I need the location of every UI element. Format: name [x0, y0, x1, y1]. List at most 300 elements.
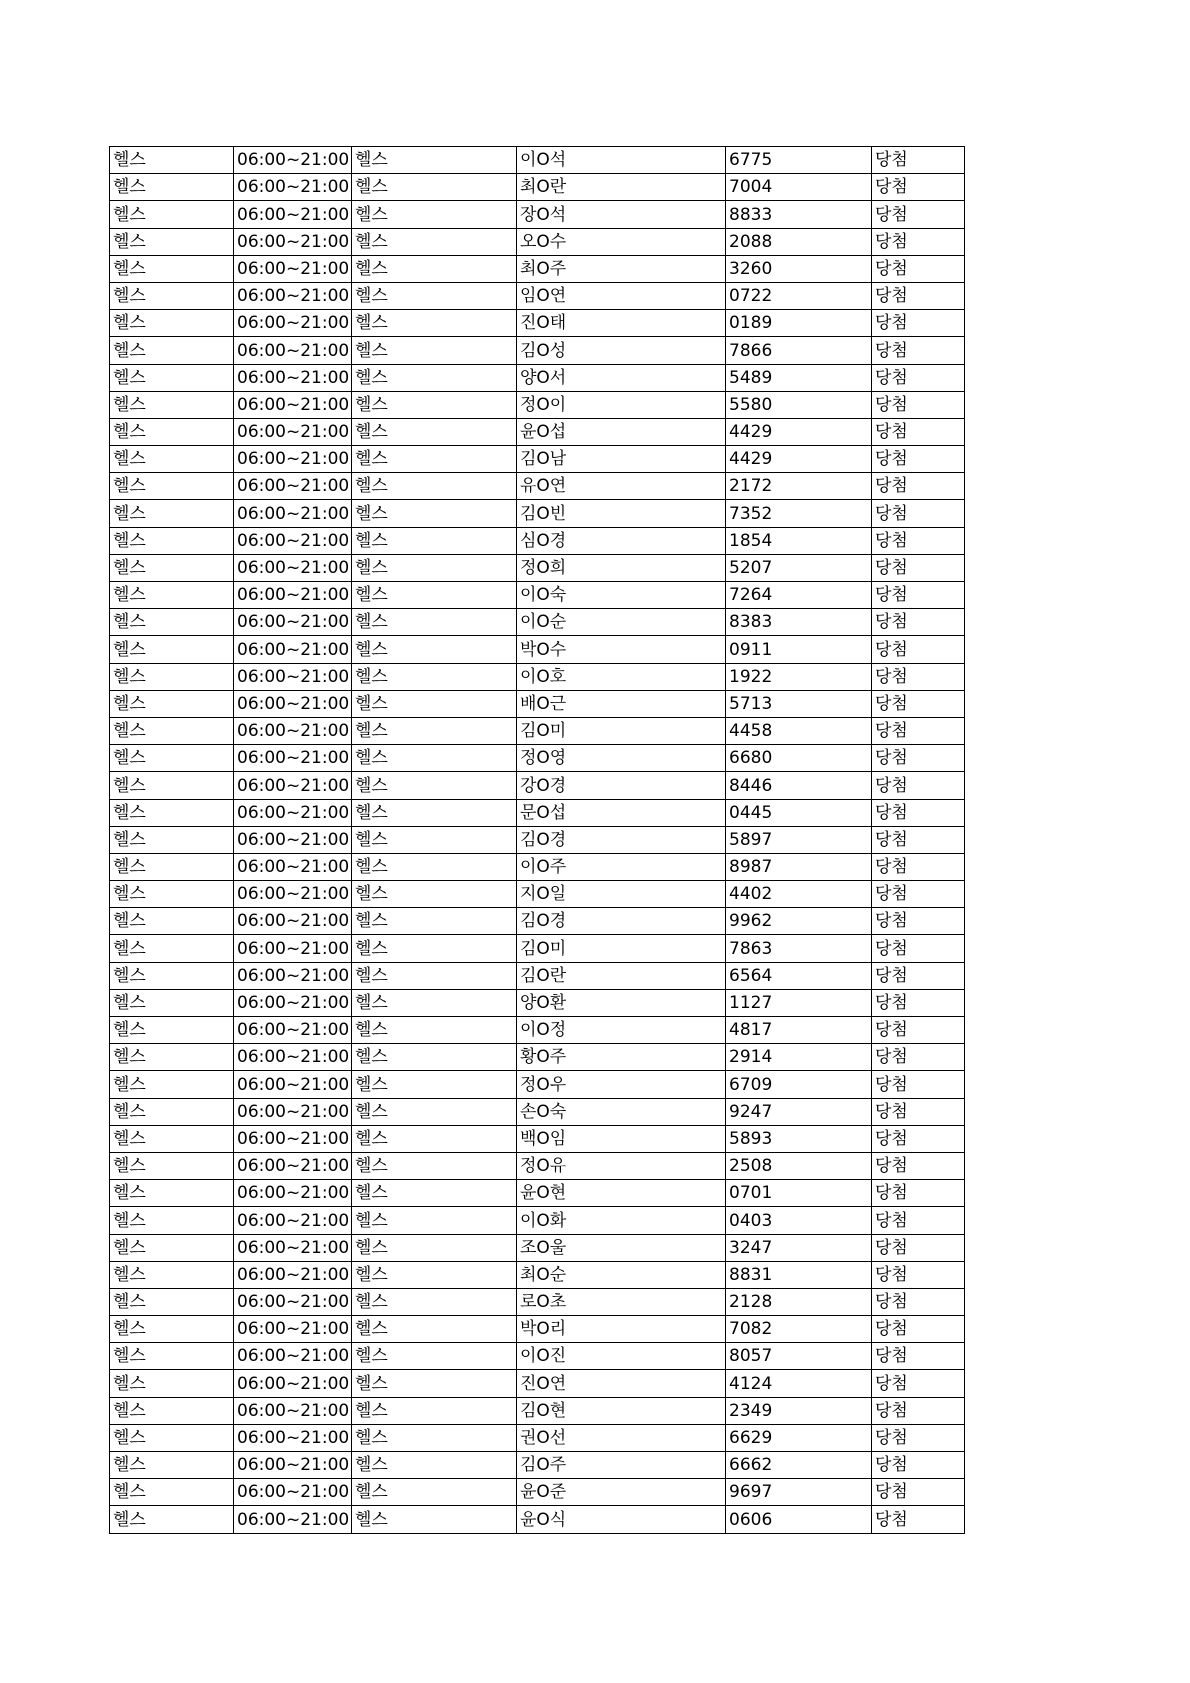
result-cell: 당첨 — [872, 1343, 965, 1370]
time-cell: 06:00~21:00 — [234, 1316, 352, 1343]
category-cell: 헬스 — [352, 391, 517, 418]
name-cell: 이O주 — [517, 853, 726, 880]
table-row — [110, 391, 965, 418]
name-cell: 심O경 — [517, 527, 726, 554]
result-cell: 당첨 — [872, 418, 965, 445]
time-cell: 06:00~21:00 — [234, 663, 352, 690]
table-row — [110, 826, 965, 853]
result-cell: 당첨 — [872, 609, 965, 636]
category-cell: 헬스 — [352, 826, 517, 853]
name-cell: 이O진 — [517, 1343, 726, 1370]
time-cell: 06:00~21:00 — [234, 527, 352, 554]
result-cell: 당첨 — [872, 717, 965, 744]
program-cell: 헬스 — [110, 337, 234, 364]
time-cell: 06:00~21:00 — [234, 1343, 352, 1370]
result-cell: 당첨 — [872, 337, 965, 364]
phone-last4-cell: 5207 — [726, 554, 872, 581]
name-cell: 백O임 — [517, 1125, 726, 1152]
name-cell: 윤O현 — [517, 1180, 726, 1207]
result-cell: 당첨 — [872, 908, 965, 935]
category-cell: 헬스 — [352, 282, 517, 309]
name-cell: 양O서 — [517, 364, 726, 391]
program-cell: 헬스 — [110, 908, 234, 935]
category-cell: 헬스 — [352, 364, 517, 391]
result-cell: 당첨 — [872, 1180, 965, 1207]
table-row — [110, 853, 965, 880]
table-row — [110, 989, 965, 1016]
name-cell: 윤O섭 — [517, 418, 726, 445]
category-cell: 헬스 — [352, 1370, 517, 1397]
name-cell: 김O성 — [517, 337, 726, 364]
name-cell: 정O우 — [517, 1071, 726, 1098]
name-cell: 로O초 — [517, 1288, 726, 1315]
time-cell: 06:00~21:00 — [234, 147, 352, 174]
result-cell: 당첨 — [872, 582, 965, 609]
category-cell: 헬스 — [352, 337, 517, 364]
phone-last4-cell: 2088 — [726, 228, 872, 255]
table-row — [110, 473, 965, 500]
result-cell: 당첨 — [872, 1125, 965, 1152]
category-cell: 헬스 — [352, 1234, 517, 1261]
name-cell: 유O연 — [517, 473, 726, 500]
category-cell: 헬스 — [352, 473, 517, 500]
name-cell: 김O경 — [517, 826, 726, 853]
name-cell: 윤O준 — [517, 1479, 726, 1506]
table-body — [110, 147, 965, 1534]
program-cell: 헬스 — [110, 418, 234, 445]
phone-last4-cell: 2508 — [726, 1152, 872, 1179]
time-cell: 06:00~21:00 — [234, 1180, 352, 1207]
table-row — [110, 310, 965, 337]
time-cell: 06:00~21:00 — [234, 826, 352, 853]
name-cell: 정O유 — [517, 1152, 726, 1179]
phone-last4-cell: 5489 — [726, 364, 872, 391]
time-cell: 06:00~21:00 — [234, 1234, 352, 1261]
time-cell: 06:00~21:00 — [234, 1207, 352, 1234]
time-cell: 06:00~21:00 — [234, 717, 352, 744]
result-cell: 당첨 — [872, 690, 965, 717]
program-cell: 헬스 — [110, 1261, 234, 1288]
result-cell: 당첨 — [872, 500, 965, 527]
program-cell: 헬스 — [110, 853, 234, 880]
result-cell: 당첨 — [872, 636, 965, 663]
time-cell: 06:00~21:00 — [234, 1071, 352, 1098]
phone-last4-cell: 5580 — [726, 391, 872, 418]
program-cell: 헬스 — [110, 799, 234, 826]
program-cell: 헬스 — [110, 1071, 234, 1098]
phone-last4-cell: 6564 — [726, 962, 872, 989]
phone-last4-cell: 8987 — [726, 853, 872, 880]
category-cell: 헬스 — [352, 745, 517, 772]
name-cell: 김O미 — [517, 717, 726, 744]
result-cell: 당첨 — [872, 1397, 965, 1424]
category-cell: 헬스 — [352, 1098, 517, 1125]
program-cell: 헬스 — [110, 473, 234, 500]
name-cell: 김O주 — [517, 1452, 726, 1479]
time-cell: 06:00~21:00 — [234, 1125, 352, 1152]
table-row — [110, 1152, 965, 1179]
category-cell: 헬스 — [352, 636, 517, 663]
phone-last4-cell: 7863 — [726, 935, 872, 962]
program-cell: 헬스 — [110, 1316, 234, 1343]
time-cell: 06:00~21:00 — [234, 337, 352, 364]
category-cell: 헬스 — [352, 717, 517, 744]
category-cell: 헬스 — [352, 1207, 517, 1234]
result-cell: 당첨 — [872, 364, 965, 391]
time-cell: 06:00~21:00 — [234, 446, 352, 473]
program-cell: 헬스 — [110, 527, 234, 554]
table-row — [110, 1098, 965, 1125]
name-cell: 장O석 — [517, 201, 726, 228]
category-cell: 헬스 — [352, 663, 517, 690]
table-row — [110, 228, 965, 255]
phone-last4-cell: 4429 — [726, 418, 872, 445]
category-cell: 헬스 — [352, 1071, 517, 1098]
time-cell: 06:00~21:00 — [234, 1261, 352, 1288]
phone-last4-cell: 8057 — [726, 1343, 872, 1370]
result-cell: 당첨 — [872, 1288, 965, 1315]
program-cell: 헬스 — [110, 1207, 234, 1234]
name-cell: 정O희 — [517, 554, 726, 581]
table-row — [110, 201, 965, 228]
phone-last4-cell: 9962 — [726, 908, 872, 935]
program-cell: 헬스 — [110, 609, 234, 636]
table-row — [110, 1288, 965, 1315]
result-cell: 당첨 — [872, 1044, 965, 1071]
phone-last4-cell: 3247 — [726, 1234, 872, 1261]
result-cell: 당첨 — [872, 799, 965, 826]
name-cell: 이O석 — [517, 147, 726, 174]
table-row — [110, 1071, 965, 1098]
name-cell: 이O화 — [517, 1207, 726, 1234]
table-row — [110, 500, 965, 527]
result-cell: 당첨 — [872, 473, 965, 500]
table-row — [110, 1316, 965, 1343]
time-cell: 06:00~21:00 — [234, 1424, 352, 1451]
result-cell: 당첨 — [872, 174, 965, 201]
time-cell: 06:00~21:00 — [234, 418, 352, 445]
table-row — [110, 1506, 965, 1533]
program-cell: 헬스 — [110, 1098, 234, 1125]
time-cell: 06:00~21:00 — [234, 391, 352, 418]
name-cell: 김O현 — [517, 1397, 726, 1424]
result-cell: 당첨 — [872, 1152, 965, 1179]
result-cell: 당첨 — [872, 989, 965, 1016]
program-cell: 헬스 — [110, 989, 234, 1016]
category-cell: 헬스 — [352, 935, 517, 962]
name-cell: 김O남 — [517, 446, 726, 473]
phone-last4-cell: 0403 — [726, 1207, 872, 1234]
name-cell: 오O수 — [517, 228, 726, 255]
phone-last4-cell: 7352 — [726, 500, 872, 527]
table-row — [110, 1261, 965, 1288]
name-cell: 정O영 — [517, 745, 726, 772]
name-cell: 이O숙 — [517, 582, 726, 609]
category-cell: 헬스 — [352, 881, 517, 908]
program-cell: 헬스 — [110, 745, 234, 772]
category-cell: 헬스 — [352, 1125, 517, 1152]
program-cell: 헬스 — [110, 826, 234, 853]
program-cell: 헬스 — [110, 935, 234, 962]
phone-last4-cell: 6775 — [726, 147, 872, 174]
name-cell: 강O경 — [517, 772, 726, 799]
table-row — [110, 1370, 965, 1397]
category-cell: 헬스 — [352, 1397, 517, 1424]
program-cell: 헬스 — [110, 228, 234, 255]
category-cell: 헬스 — [352, 1017, 517, 1044]
category-cell: 헬스 — [352, 609, 517, 636]
time-cell: 06:00~21:00 — [234, 282, 352, 309]
program-cell: 헬스 — [110, 1452, 234, 1479]
result-cell: 당첨 — [872, 255, 965, 282]
phone-last4-cell: 6680 — [726, 745, 872, 772]
result-cell: 당첨 — [872, 1424, 965, 1451]
name-cell: 김O빈 — [517, 500, 726, 527]
time-cell: 06:00~21:00 — [234, 1017, 352, 1044]
program-cell: 헬스 — [110, 1506, 234, 1533]
table-row — [110, 1397, 965, 1424]
time-cell: 06:00~21:00 — [234, 500, 352, 527]
table-row — [110, 745, 965, 772]
program-cell: 헬스 — [110, 391, 234, 418]
lottery-results-table — [109, 146, 965, 1534]
result-cell: 당첨 — [872, 772, 965, 799]
name-cell: 정O이 — [517, 391, 726, 418]
program-cell: 헬스 — [110, 1125, 234, 1152]
time-cell: 06:00~21:00 — [234, 1044, 352, 1071]
result-cell: 당첨 — [872, 962, 965, 989]
time-cell: 06:00~21:00 — [234, 1152, 352, 1179]
result-cell: 당첨 — [872, 1071, 965, 1098]
table-row — [110, 908, 965, 935]
phone-last4-cell: 8383 — [726, 609, 872, 636]
table-row — [110, 282, 965, 309]
table-row — [110, 1207, 965, 1234]
result-cell: 당첨 — [872, 1234, 965, 1261]
category-cell: 헬스 — [352, 962, 517, 989]
category-cell: 헬스 — [352, 446, 517, 473]
category-cell: 헬스 — [352, 1506, 517, 1533]
name-cell: 황O주 — [517, 1044, 726, 1071]
time-cell: 06:00~21:00 — [234, 881, 352, 908]
category-cell: 헬스 — [352, 554, 517, 581]
table-row — [110, 1343, 965, 1370]
table-row — [110, 799, 965, 826]
phone-last4-cell: 5713 — [726, 690, 872, 717]
time-cell: 06:00~21:00 — [234, 1479, 352, 1506]
phone-last4-cell: 4429 — [726, 446, 872, 473]
category-cell: 헬스 — [352, 1180, 517, 1207]
phone-last4-cell: 1127 — [726, 989, 872, 1016]
name-cell: 손O숙 — [517, 1098, 726, 1125]
phone-last4-cell: 6662 — [726, 1452, 872, 1479]
category-cell: 헬스 — [352, 582, 517, 609]
category-cell: 헬스 — [352, 201, 517, 228]
table-row — [110, 1234, 965, 1261]
result-cell: 당첨 — [872, 282, 965, 309]
time-cell: 06:00~21:00 — [234, 473, 352, 500]
result-cell: 당첨 — [872, 527, 965, 554]
program-cell: 헬스 — [110, 1044, 234, 1071]
table-row — [110, 364, 965, 391]
name-cell: 지O일 — [517, 881, 726, 908]
table-row — [110, 663, 965, 690]
table-row — [110, 1452, 965, 1479]
phone-last4-cell: 8833 — [726, 201, 872, 228]
program-cell: 헬스 — [110, 310, 234, 337]
name-cell: 김O경 — [517, 908, 726, 935]
time-cell: 06:00~21:00 — [234, 1370, 352, 1397]
time-cell: 06:00~21:00 — [234, 745, 352, 772]
program-cell: 헬스 — [110, 717, 234, 744]
time-cell: 06:00~21:00 — [234, 935, 352, 962]
result-cell: 당첨 — [872, 745, 965, 772]
result-cell: 당첨 — [872, 201, 965, 228]
phone-last4-cell: 5897 — [726, 826, 872, 853]
category-cell: 헬스 — [352, 853, 517, 880]
result-cell: 당첨 — [872, 391, 965, 418]
result-cell: 당첨 — [872, 1261, 965, 1288]
time-cell: 06:00~21:00 — [234, 228, 352, 255]
result-cell: 당첨 — [872, 1098, 965, 1125]
phone-last4-cell: 7866 — [726, 337, 872, 364]
phone-last4-cell: 7004 — [726, 174, 872, 201]
result-cell: 당첨 — [872, 310, 965, 337]
name-cell: 진O태 — [517, 310, 726, 337]
name-cell: 배O근 — [517, 690, 726, 717]
table-row — [110, 772, 965, 799]
name-cell: 이O정 — [517, 1017, 726, 1044]
time-cell: 06:00~21:00 — [234, 1288, 352, 1315]
program-cell: 헬스 — [110, 255, 234, 282]
result-cell: 당첨 — [872, 1506, 965, 1533]
program-cell: 헬스 — [110, 881, 234, 908]
category-cell: 헬스 — [352, 310, 517, 337]
program-cell: 헬스 — [110, 174, 234, 201]
table-row — [110, 1044, 965, 1071]
phone-last4-cell: 1922 — [726, 663, 872, 690]
program-cell: 헬스 — [110, 1479, 234, 1506]
program-cell: 헬스 — [110, 1152, 234, 1179]
time-cell: 06:00~21:00 — [234, 690, 352, 717]
program-cell: 헬스 — [110, 1180, 234, 1207]
category-cell: 헬스 — [352, 1424, 517, 1451]
name-cell: 양O환 — [517, 989, 726, 1016]
program-cell: 헬스 — [110, 1017, 234, 1044]
phone-last4-cell: 7264 — [726, 582, 872, 609]
program-cell: 헬스 — [110, 636, 234, 663]
category-cell: 헬스 — [352, 1452, 517, 1479]
result-cell: 당첨 — [872, 147, 965, 174]
program-cell: 헬스 — [110, 582, 234, 609]
phone-last4-cell: 5893 — [726, 1125, 872, 1152]
name-cell: 문O섭 — [517, 799, 726, 826]
result-cell: 당첨 — [872, 826, 965, 853]
phone-last4-cell: 6629 — [726, 1424, 872, 1451]
program-cell: 헬스 — [110, 1343, 234, 1370]
name-cell: 김O미 — [517, 935, 726, 962]
table-row — [110, 962, 965, 989]
phone-last4-cell: 6709 — [726, 1071, 872, 1098]
program-cell: 헬스 — [110, 364, 234, 391]
time-cell: 06:00~21:00 — [234, 1452, 352, 1479]
category-cell: 헬스 — [352, 418, 517, 445]
program-cell: 헬스 — [110, 962, 234, 989]
time-cell: 06:00~21:00 — [234, 908, 352, 935]
program-cell: 헬스 — [110, 772, 234, 799]
result-cell: 당첨 — [872, 1370, 965, 1397]
time-cell: 06:00~21:00 — [234, 582, 352, 609]
table-row — [110, 636, 965, 663]
phone-last4-cell: 0701 — [726, 1180, 872, 1207]
time-cell: 06:00~21:00 — [234, 989, 352, 1016]
category-cell: 헬스 — [352, 1152, 517, 1179]
category-cell: 헬스 — [352, 174, 517, 201]
category-cell: 헬스 — [352, 1316, 517, 1343]
program-cell: 헬스 — [110, 1397, 234, 1424]
result-cell: 당첨 — [872, 1452, 965, 1479]
time-cell: 06:00~21:00 — [234, 962, 352, 989]
table-row — [110, 174, 965, 201]
result-cell: 당첨 — [872, 853, 965, 880]
result-cell: 당첨 — [872, 881, 965, 908]
table-row — [110, 1479, 965, 1506]
phone-last4-cell: 4817 — [726, 1017, 872, 1044]
time-cell: 06:00~21:00 — [234, 201, 352, 228]
table-row — [110, 527, 965, 554]
category-cell: 헬스 — [352, 1288, 517, 1315]
program-cell: 헬스 — [110, 1424, 234, 1451]
program-cell: 헬스 — [110, 282, 234, 309]
result-cell: 당첨 — [872, 1207, 965, 1234]
program-cell: 헬스 — [110, 147, 234, 174]
phone-last4-cell: 3260 — [726, 255, 872, 282]
result-cell: 당첨 — [872, 1017, 965, 1044]
program-cell: 헬스 — [110, 1234, 234, 1261]
time-cell: 06:00~21:00 — [234, 174, 352, 201]
phone-last4-cell: 9247 — [726, 1098, 872, 1125]
program-cell: 헬스 — [110, 554, 234, 581]
phone-last4-cell: 2914 — [726, 1044, 872, 1071]
phone-last4-cell: 2172 — [726, 473, 872, 500]
table-row — [110, 337, 965, 364]
phone-last4-cell: 4458 — [726, 717, 872, 744]
category-cell: 헬스 — [352, 228, 517, 255]
phone-last4-cell: 0606 — [726, 1506, 872, 1533]
phone-last4-cell: 4124 — [726, 1370, 872, 1397]
phone-last4-cell: 0445 — [726, 799, 872, 826]
table-row — [110, 1424, 965, 1451]
time-cell: 06:00~21:00 — [234, 799, 352, 826]
program-cell: 헬스 — [110, 1370, 234, 1397]
table-row — [110, 1180, 965, 1207]
program-cell: 헬스 — [110, 663, 234, 690]
phone-last4-cell: 2128 — [726, 1288, 872, 1315]
phone-last4-cell: 2349 — [726, 1397, 872, 1424]
name-cell: 김O란 — [517, 962, 726, 989]
name-cell: 박O리 — [517, 1316, 726, 1343]
table-row — [110, 418, 965, 445]
time-cell: 06:00~21:00 — [234, 636, 352, 663]
program-cell: 헬스 — [110, 446, 234, 473]
table-row — [110, 1125, 965, 1152]
program-cell: 헬스 — [110, 201, 234, 228]
phone-last4-cell: 1854 — [726, 527, 872, 554]
table-row — [110, 1017, 965, 1044]
time-cell: 06:00~21:00 — [234, 772, 352, 799]
category-cell: 헬스 — [352, 690, 517, 717]
name-cell: 이O호 — [517, 663, 726, 690]
